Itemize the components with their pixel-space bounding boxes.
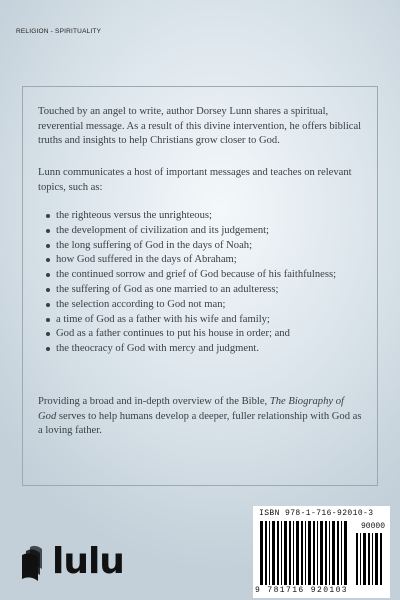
topic-list bbox=[46, 209, 366, 357]
price-code: 90000 bbox=[360, 522, 385, 531]
price-barcode-bars bbox=[355, 533, 385, 585]
book-pages-icon bbox=[20, 545, 52, 585]
description-paragraph-2: Lunn communicates a host of important messages and teaches on relevant topics, such as: bbox=[38, 167, 352, 193]
list-item: the continued sorrow and grief of God because of his faithfulness; bbox=[46, 268, 366, 283]
barcode-digits: 9 781716 920103 bbox=[255, 586, 349, 595]
list-item: the long suffering of God in the days of Noah; bbox=[46, 239, 366, 254]
paragraph-3-intro: Providing a broad and in-depth overview of the Bible, bbox=[38, 396, 270, 407]
isbn-text: ISBN 978-1-716-92010-3 bbox=[259, 509, 374, 518]
list-item: the suffering of God as one married to an adulteress; bbox=[46, 283, 366, 298]
list-item: how God suffered in the days of Abraham; bbox=[46, 253, 366, 268]
isbn-barcode bbox=[253, 506, 390, 598]
list-item: the theocracy of God with mercy and judgment. bbox=[46, 342, 366, 357]
list-item: the selection according to God not man; bbox=[46, 298, 366, 313]
book-title: The Biography of God bbox=[38, 396, 344, 422]
list-item: God as a father continues to put his house in order; and bbox=[46, 327, 366, 342]
description-paragraph-3 bbox=[38, 395, 362, 439]
description-paragraph-1: Touched by an angel to write, author Dorsey Lunn shares a spiritual, reverential message. As a result of this divine intervention, he offers biblical truths and insights to help Christians grow closer to God. bbox=[38, 106, 362, 146]
category-label: RELIGION - SPIRITUALITY bbox=[16, 28, 102, 35]
barcode-bars bbox=[259, 521, 351, 585]
list-item: a time of God as a father with his wife and family; bbox=[46, 313, 366, 328]
publisher-name: lulu bbox=[52, 541, 124, 582]
list-item: the righteous versus the unrighteous; bbox=[46, 209, 366, 224]
list-item: the development of civilization and its judgement; bbox=[46, 224, 366, 239]
paragraph-3-outro: serves to help humans develop a deeper, fuller relationship with God as a loving father. bbox=[38, 410, 362, 436]
